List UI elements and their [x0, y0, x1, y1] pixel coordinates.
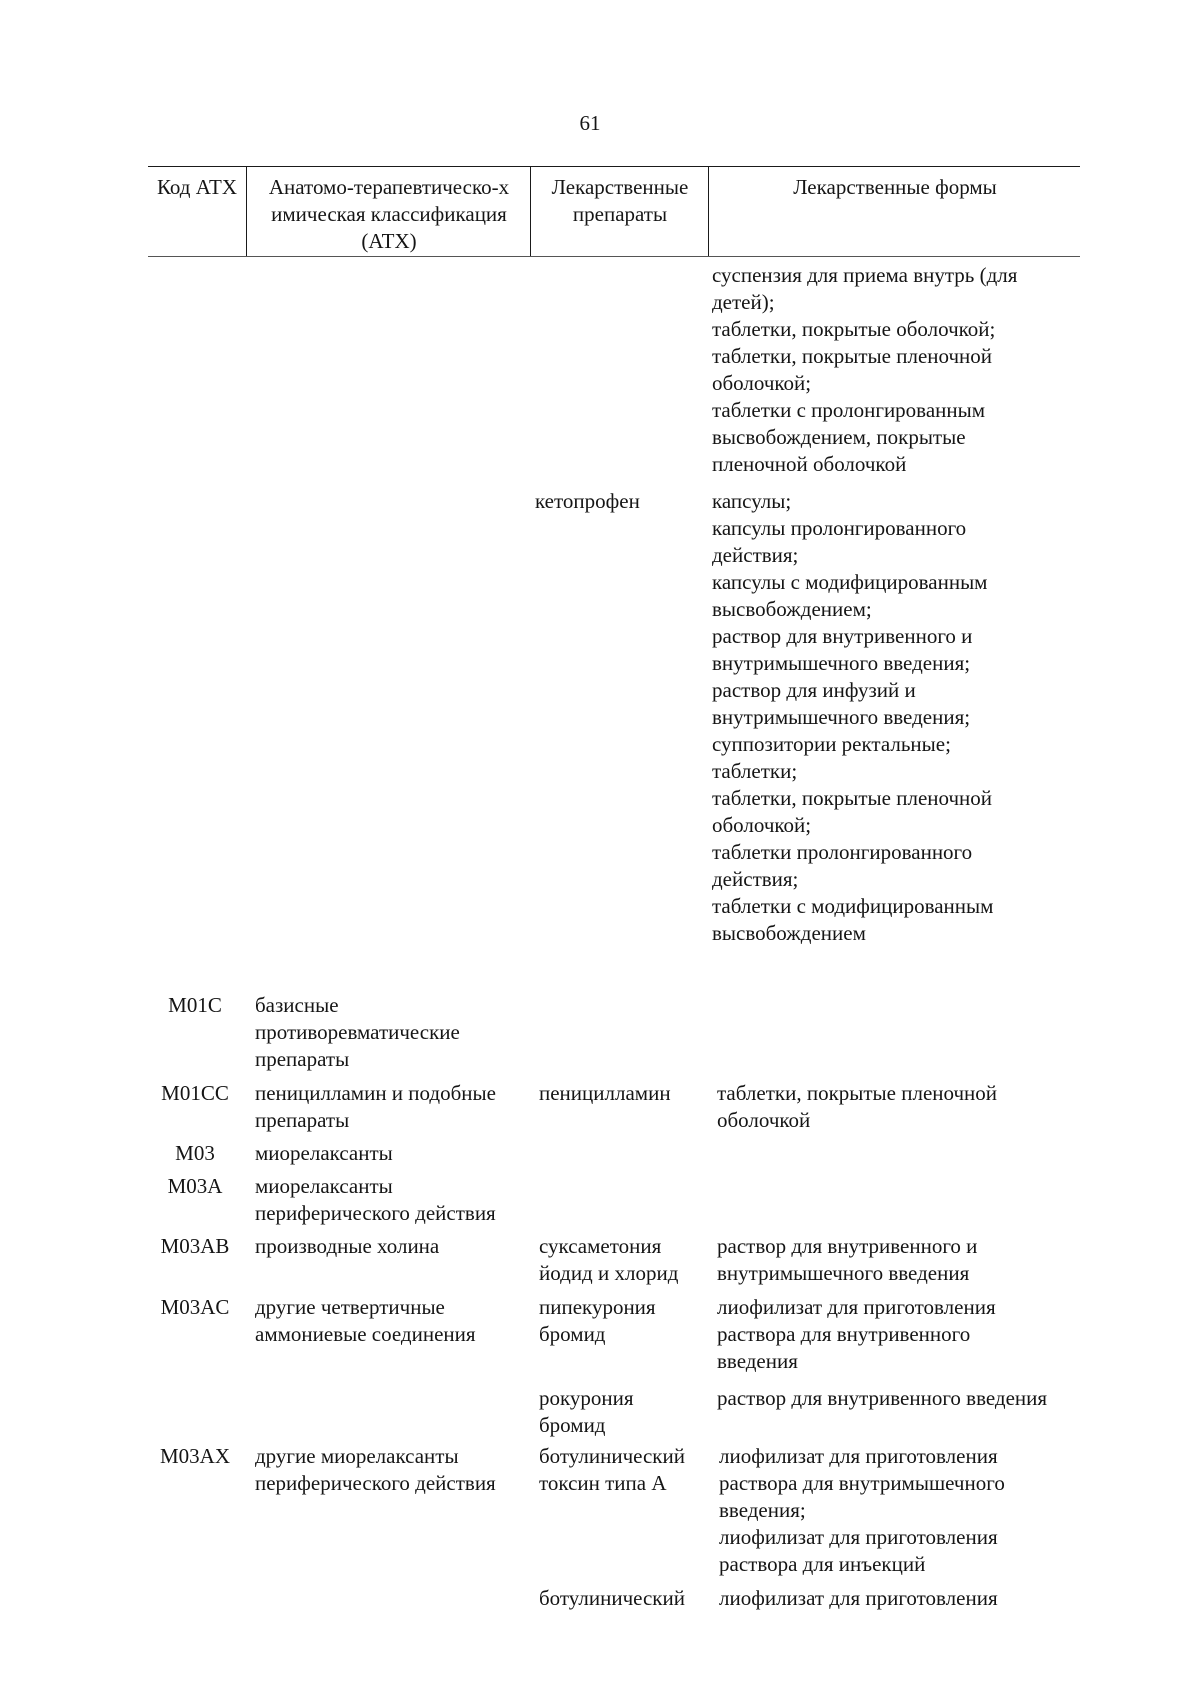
dosage-forms-cell: раствор для внутривенного и внутримышечного введения	[717, 1234, 978, 1285]
drug-cell: рокурония бромид	[539, 1386, 634, 1437]
table-header-bottom-border	[148, 256, 1080, 257]
dosage-forms-cell: таблетки, покрытые пленочной оболочкой	[717, 1081, 998, 1132]
dosage-forms-cell: лиофилизат для приготовления раствора для внутримышечного введения; лиофилизат для приготовления раствора для инъекций	[719, 1444, 1005, 1576]
atx-code-cell: M03AX	[159, 1444, 230, 1468]
atx-code-cell: M03	[175, 1141, 215, 1165]
dosage-forms-cell: капсулы; капсулы пролонгированного действия; капсулы с модифицированным высвобождением; раствор для внутривенного и внутримышечного введения; раствор для инфузий и внутримышечного введения; суппозитории ректальные; таблетки; таблетки, покрытые пленочной оболочкой; таблетки пролонгированного действия; таблетки с модифицированным высвобождением	[712, 489, 994, 945]
column-divider-1	[246, 166, 247, 256]
drug-cell: ботулинический токсин типа А	[539, 1444, 685, 1495]
header-classification-line: имическая классификация	[271, 202, 507, 226]
table-header-top-border	[148, 166, 1080, 167]
atx-code-cell: M03A	[167, 1174, 223, 1198]
column-divider-2	[530, 166, 531, 256]
classification-cell: производные холина	[255, 1234, 440, 1258]
drug-cell: пипекурония бромид	[539, 1295, 656, 1346]
drug-cell: ботулинический	[539, 1586, 685, 1610]
header-classification-line: (АТХ)	[361, 229, 417, 253]
dosage-forms-cell: лиофилизат для приготовления раствора для внутривенного введения	[717, 1295, 996, 1373]
classification-cell: миорелаксанты	[255, 1141, 393, 1165]
classification-cell: миорелаксанты периферического действия	[255, 1174, 496, 1225]
drug-cell: суксаметония йодид и хлорид	[539, 1234, 679, 1285]
dosage-forms-cell: лиофилизат для приготовления	[719, 1586, 998, 1610]
dosage-forms-cell: раствор для внутривенного введения	[717, 1386, 1048, 1410]
header-drugs-line: Лекарственные	[551, 175, 689, 199]
dosage-forms-cell: суспензия для приема внутрь (для детей); таблетки, покрытые оболочкой; таблетки, покрытые пленочной оболочкой; таблетки с пролонгированным высвобождением, покрытые пленочной оболочкой	[712, 263, 1018, 476]
classification-cell: пеницилламин и подобные препараты	[255, 1081, 496, 1132]
atx-code-cell: M03AC	[160, 1295, 230, 1319]
atx-code-cell: M03AB	[160, 1234, 230, 1258]
classification-cell: другие четвертичные аммониевые соединения	[255, 1295, 476, 1346]
header-drugs	[532, 174, 708, 228]
drug-cell: кетопрофен	[535, 489, 640, 513]
drug-cell: пеницилламин	[539, 1081, 671, 1105]
classification-cell: базисные противоревматические препараты	[255, 993, 460, 1071]
header-atx-code: Код АТХ	[156, 175, 238, 199]
atx-code-cell: M01C	[168, 993, 222, 1017]
atx-code-cell: M01CC	[161, 1081, 229, 1105]
header-drugs-line: препараты	[572, 202, 668, 226]
column-divider-3	[708, 166, 709, 256]
header-dosage-forms: Лекарственные формы	[793, 175, 997, 199]
header-classification-line: Анатомо-терапевтическо-х	[268, 175, 510, 199]
classification-cell: другие миорелаксанты периферического действия	[255, 1444, 496, 1495]
page-number: 61	[579, 111, 601, 135]
header-atx-classification	[248, 174, 530, 255]
